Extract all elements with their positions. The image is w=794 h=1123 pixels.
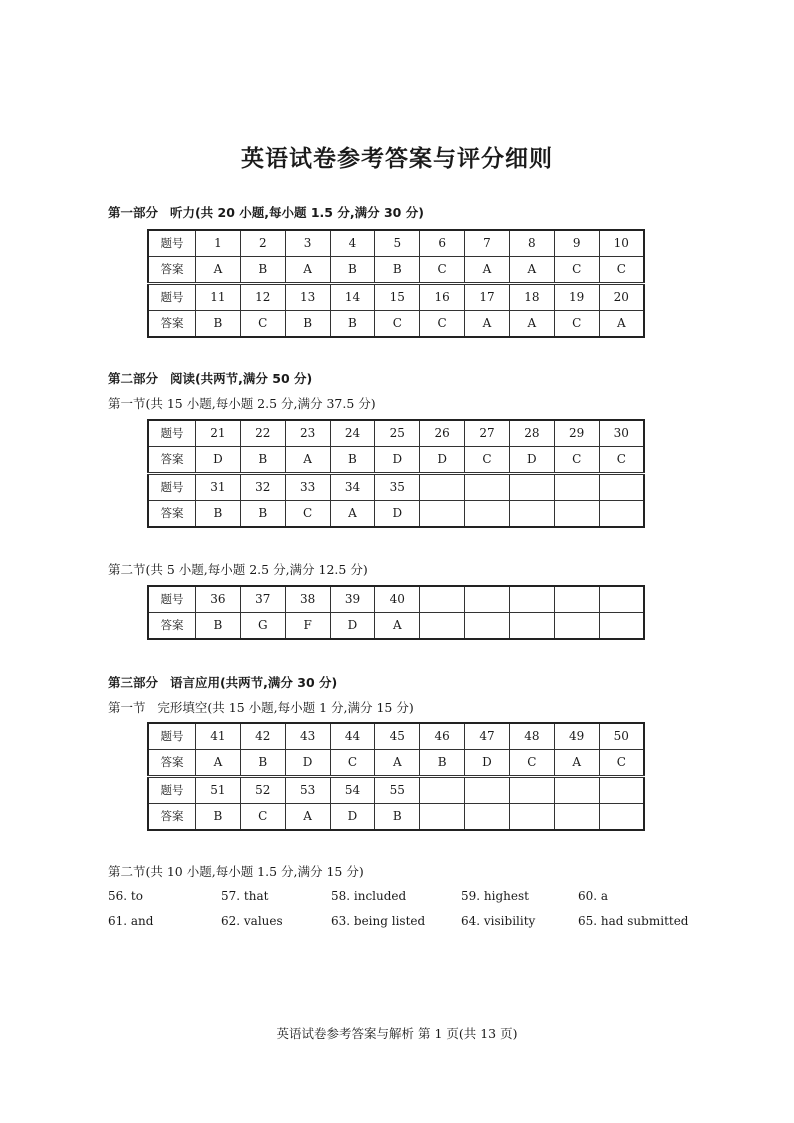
answer-cell [599,501,644,528]
part2-heading-line [108,369,312,387]
answer-cell: B [240,750,285,777]
answer-cell [509,613,554,640]
question-number-cell: 3 [285,230,330,257]
question-number-cell: 7 [465,230,510,257]
answer-cell: A [285,447,330,474]
question-number-cell: 15 [375,284,420,311]
answer-cell: D [196,447,241,474]
question-number-cell: 29 [554,420,599,447]
page-title: 英语试卷参考答案与评分细则 [241,146,553,172]
question-number-cell: 44 [330,723,375,750]
question-number-cell: 48 [509,723,554,750]
question-number-cell: 32 [240,474,285,501]
answer-cell: A [599,311,644,338]
answer-cell [554,501,599,528]
answer-cell: C [375,311,420,338]
question-number-cell [554,474,599,501]
answer-cell: A [554,750,599,777]
answer-cell [554,804,599,831]
answer-cell: B [330,257,375,284]
answer-cell: A [285,257,330,284]
question-number-row [148,230,644,257]
row-header-cell: 答案 [148,750,196,777]
question-number-cell [420,474,465,501]
row-header-cell: 题号 [148,586,196,613]
question-number-cell: 13 [285,284,330,311]
question-number-cell [420,777,465,804]
part3-section1-table [147,722,645,831]
fill-answer-62: 62. values [221,914,283,928]
fill-answer-61: 61. and [108,914,154,928]
part3-heading-line [108,673,337,691]
answer-cell [599,804,644,831]
part2-heading: 第二部分 [108,371,159,386]
part3-desc: 语言应用(共两节,满分 30 分) [169,675,338,690]
question-number-cell [509,474,554,501]
answer-cell: G [240,613,285,640]
answer-cell: D [285,750,330,777]
answer-row [148,311,644,338]
answer-cell: A [375,613,420,640]
question-number-cell [465,474,510,501]
answer-cell: A [330,501,375,528]
question-number-cell: 55 [375,777,420,804]
question-number-cell: 38 [285,586,330,613]
part2-section2-table [147,585,645,640]
question-number-row [148,420,644,447]
question-number-row [148,284,644,311]
answer-cell: C [240,804,285,831]
question-number-cell: 41 [196,723,241,750]
answer-cell: A [465,257,510,284]
answer-cell [465,501,510,528]
answer-cell: B [196,613,241,640]
fill-answer-59: 59. highest [461,889,529,903]
question-number-cell: 30 [599,420,644,447]
answer-row [148,613,644,640]
question-number-cell: 28 [509,420,554,447]
answer-cell: B [375,257,420,284]
part2-section1-heading: 第一节(共 15 小题,每小题 2.5 分,满分 37.5 分) [108,396,376,411]
answer-row [148,501,644,528]
question-number-cell: 24 [330,420,375,447]
question-number-cell: 18 [509,284,554,311]
page-footer: 英语试卷参考答案与解析 第 1 页(共 13 页) [276,1026,518,1041]
answer-cell: A [509,311,554,338]
question-number-cell: 9 [554,230,599,257]
answer-cell: D [375,447,420,474]
row-header-cell: 答案 [148,257,196,284]
part1-desc: 听力(共 20 小题,每小题 1.5 分,满分 30 分) [169,205,424,220]
fill-answer-63: 63. being listed [331,914,426,928]
part1-answer-table [147,229,645,338]
answer-cell [420,613,465,640]
answer-cell: B [330,447,375,474]
answer-row [148,447,644,474]
answer-row [148,804,644,831]
question-number-cell: 11 [196,284,241,311]
question-number-cell [599,474,644,501]
answer-cell [599,613,644,640]
answer-row [148,257,644,284]
answer-cell: C [554,447,599,474]
answer-cell: A [465,311,510,338]
question-number-cell: 42 [240,723,285,750]
part2-desc: 阅读(共两节,满分 50 分) [169,371,313,386]
question-number-cell: 16 [420,284,465,311]
answer-cell: C [554,257,599,284]
question-number-cell [599,777,644,804]
question-number-cell: 21 [196,420,241,447]
answer-cell: A [196,257,241,284]
question-number-cell: 54 [330,777,375,804]
part1-heading-line [108,203,424,221]
question-number-cell [599,586,644,613]
part2-section1-table [147,419,645,528]
answer-cell [465,613,510,640]
question-number-cell: 19 [554,284,599,311]
answer-cell [420,804,465,831]
answer-cell: B [420,750,465,777]
question-number-cell [465,586,510,613]
row-header-cell: 答案 [148,447,196,474]
answer-cell: C [465,447,510,474]
question-number-cell [420,586,465,613]
fill-answer-57: 57. that [221,889,269,903]
answer-cell: C [240,311,285,338]
row-header-cell: 题号 [148,230,196,257]
question-number-cell [554,777,599,804]
row-header-cell: 题号 [148,474,196,501]
answer-cell [509,501,554,528]
answer-cell: D [420,447,465,474]
question-number-cell: 53 [285,777,330,804]
question-number-cell: 26 [420,420,465,447]
answer-cell: F [285,613,330,640]
answer-cell [554,613,599,640]
answer-cell: A [196,750,241,777]
answer-cell: D [509,447,554,474]
question-number-cell [554,586,599,613]
question-number-cell: 37 [240,586,285,613]
fill-answer-60: 60. a [578,889,609,903]
question-number-row [148,474,644,501]
question-number-cell: 8 [509,230,554,257]
question-number-cell: 12 [240,284,285,311]
question-number-cell: 49 [554,723,599,750]
answer-cell: D [330,804,375,831]
row-header-cell: 答案 [148,501,196,528]
fill-answer-58: 58. included [331,889,407,903]
question-number-cell: 23 [285,420,330,447]
answer-cell: B [196,311,241,338]
question-number-cell: 40 [375,586,420,613]
answer-cell: C [509,750,554,777]
question-number-cell [465,777,510,804]
part3-section1-heading: 第一节 完形填空(共 15 小题,每小题 1 分,满分 15 分) [108,700,414,715]
question-number-cell: 2 [240,230,285,257]
answer-cell: B [196,804,241,831]
question-number-cell: 17 [465,284,510,311]
question-number-row [148,723,644,750]
question-number-cell: 52 [240,777,285,804]
answer-cell: C [599,257,644,284]
question-number-cell: 51 [196,777,241,804]
answer-cell: A [509,257,554,284]
answer-cell: D [465,750,510,777]
question-number-cell: 25 [375,420,420,447]
row-header-cell: 答案 [148,804,196,831]
question-number-cell: 33 [285,474,330,501]
row-header-cell: 答案 [148,613,196,640]
question-number-cell: 4 [330,230,375,257]
question-number-cell: 36 [196,586,241,613]
question-number-cell: 43 [285,723,330,750]
row-header-cell: 题号 [148,777,196,804]
row-header-cell: 题号 [148,284,196,311]
question-number-cell: 5 [375,230,420,257]
fill-answer-56: 56. to [108,889,143,903]
answer-cell: C [599,750,644,777]
question-number-cell: 39 [330,586,375,613]
answer-cell: A [285,804,330,831]
answer-cell: D [375,501,420,528]
fill-answer-64: 64. visibility [461,914,536,928]
question-number-cell: 47 [465,723,510,750]
answer-cell: A [375,750,420,777]
answer-cell: B [240,257,285,284]
question-number-cell: 34 [330,474,375,501]
question-number-cell: 14 [330,284,375,311]
part2-section2-heading: 第二节(共 5 小题,每小题 2.5 分,满分 12.5 分) [108,562,368,577]
question-number-cell: 1 [196,230,241,257]
question-number-cell: 27 [465,420,510,447]
answer-cell: B [375,804,420,831]
question-number-cell: 31 [196,474,241,501]
question-number-cell: 10 [599,230,644,257]
answer-cell: B [240,501,285,528]
row-header-cell: 题号 [148,420,196,447]
answer-cell: B [285,311,330,338]
answer-cell: C [554,311,599,338]
answer-cell: C [330,750,375,777]
question-number-cell: 6 [420,230,465,257]
question-number-cell: 22 [240,420,285,447]
answer-cell [509,804,554,831]
answer-cell: B [240,447,285,474]
part1-heading: 第一部分 [108,205,159,220]
answer-cell: C [420,257,465,284]
answer-cell [465,804,510,831]
question-number-cell: 20 [599,284,644,311]
question-number-row [148,586,644,613]
question-number-cell: 35 [375,474,420,501]
answer-cell: C [599,447,644,474]
part3-section2-heading: 第二节(共 10 小题,每小题 1.5 分,满分 15 分) [108,864,364,879]
answer-cell: C [285,501,330,528]
answer-cell: B [330,311,375,338]
row-header-cell: 答案 [148,311,196,338]
answer-row [148,750,644,777]
row-header-cell: 题号 [148,723,196,750]
question-number-cell [509,586,554,613]
answer-cell: C [420,311,465,338]
answer-cell: B [196,501,241,528]
question-number-cell: 45 [375,723,420,750]
question-number-row [148,777,644,804]
part3-heading: 第三部分 [108,675,159,690]
question-number-cell [509,777,554,804]
question-number-cell: 50 [599,723,644,750]
fill-answer-65: 65. had submitted [578,914,689,928]
answer-cell: D [330,613,375,640]
answer-cell [420,501,465,528]
question-number-cell: 46 [420,723,465,750]
